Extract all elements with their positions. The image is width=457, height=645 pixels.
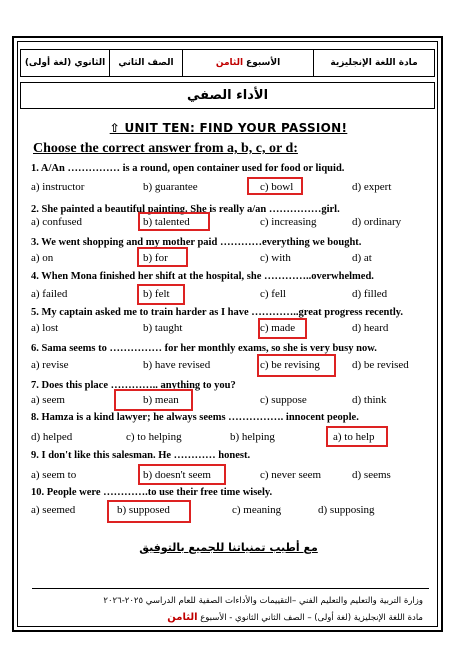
correct-answer-highlight bbox=[258, 318, 307, 339]
performance-title: الأداء الصفي bbox=[20, 82, 435, 109]
answer-option[interactable]: b) guarantee bbox=[143, 181, 198, 193]
answer-option[interactable]: c) to helping bbox=[126, 431, 182, 443]
answer-option[interactable]: a) on bbox=[31, 252, 54, 264]
answer-option[interactable]: a) seem to bbox=[31, 469, 77, 481]
grade-level-cell bbox=[21, 50, 109, 76]
footer-line-1: وزارة التربية والتعليم والتعليم الفني –التقييمات والأداءات الصفية للعام الدراسي ٢٠٢٥-٢٠٢٦ bbox=[103, 596, 423, 606]
correct-answer-highlight bbox=[138, 464, 226, 485]
answer-option[interactable]: b) helping bbox=[230, 431, 275, 443]
footer-line-2 bbox=[167, 612, 423, 623]
answer-option[interactable]: d) at bbox=[352, 252, 372, 264]
footer-divider bbox=[32, 588, 429, 589]
footer-week: الثامن bbox=[167, 612, 198, 623]
correct-answer-highlight bbox=[137, 284, 185, 305]
answer-option[interactable]: d) supposing bbox=[318, 504, 375, 516]
answer-option[interactable]: d) filled bbox=[352, 288, 388, 300]
unit-title bbox=[0, 121, 457, 135]
answer-option[interactable]: c) fell bbox=[260, 288, 286, 300]
question-text: 5. My captain asked me to train harder as I have …………..great progress recently. bbox=[31, 307, 404, 318]
closing-wish: مع أطيب تمنياتنا للجميع بالتوفيق bbox=[139, 541, 318, 554]
grade-label: الصف الثاني bbox=[118, 58, 174, 68]
answer-option[interactable]: b) have revised bbox=[143, 359, 211, 371]
answer-option[interactable]: d) think bbox=[352, 394, 387, 406]
answer-option[interactable]: d) helped bbox=[31, 431, 73, 443]
subject-label: مادة اللغة الإنجليزية bbox=[330, 58, 418, 68]
answer-option[interactable]: d) expert bbox=[352, 181, 392, 193]
correct-answer-highlight bbox=[257, 354, 336, 377]
answer-option[interactable]: b) doesn't seem bbox=[143, 469, 211, 481]
answer-option[interactable]: a) confused bbox=[31, 216, 83, 228]
instructions: Choose the correct answer from a, b, c, or d: bbox=[33, 141, 298, 156]
grade-level-label: الثانوي (لغة أولى) bbox=[24, 58, 106, 68]
answer-option[interactable]: a) seemed bbox=[31, 504, 76, 516]
question-text: 4. When Mona finished her shift at the hospital, she …………..overwhelmed. bbox=[31, 271, 374, 282]
correct-answer-highlight bbox=[137, 247, 188, 267]
answer-option[interactable]: a) failed bbox=[31, 288, 68, 300]
answer-option[interactable]: d) ordinary bbox=[352, 216, 402, 228]
answer-option[interactable]: d) heard bbox=[352, 322, 389, 334]
grade-cell bbox=[109, 50, 182, 76]
answer-option[interactable]: d) seems bbox=[352, 469, 391, 481]
correct-answer-highlight bbox=[138, 212, 210, 231]
correct-answer-highlight bbox=[326, 426, 388, 447]
week-label: الأسبوع bbox=[246, 58, 281, 68]
answer-option[interactable]: c) never seem bbox=[260, 469, 322, 481]
question-text: 9. I don't like this salesman. He ………… honest. bbox=[31, 450, 251, 461]
answer-option[interactable]: a) lost bbox=[31, 322, 59, 334]
answer-option[interactable]: c) suppose bbox=[260, 394, 307, 406]
subject-cell bbox=[313, 50, 434, 76]
answer-option[interactable]: b) mean bbox=[143, 394, 179, 406]
question-text: 10. People were ………….to use their free time wisely. bbox=[31, 487, 273, 498]
answer-option[interactable]: d) be revised bbox=[352, 359, 409, 371]
week-value: الثامن bbox=[215, 58, 244, 68]
footer-line-2-text: مادة اللغة الإنجليزية (لغة أولى) – الصف الثاني الثانوي - الأسبوع bbox=[200, 613, 423, 623]
correct-answer-highlight bbox=[247, 177, 303, 195]
correct-answer-highlight bbox=[114, 389, 193, 411]
question-text: 1. A/An …………… is a round, open container used for food or liquid. bbox=[31, 163, 345, 174]
answer-option[interactable]: c) be revising bbox=[260, 359, 320, 371]
question-text: 2. She painted a beautiful painting. She is really a/an ……………girl. bbox=[31, 204, 340, 215]
answer-option[interactable]: b) for bbox=[143, 252, 168, 264]
answer-option[interactable]: c) meaning bbox=[232, 504, 282, 516]
answer-option[interactable]: c) bowl bbox=[260, 181, 294, 193]
header-table bbox=[20, 49, 435, 77]
answer-option[interactable]: a) revise bbox=[31, 359, 69, 371]
answer-option[interactable]: a) instructor bbox=[31, 181, 85, 193]
answer-option[interactable]: c) made bbox=[260, 322, 296, 334]
question-text: 6. Sama seems to …………… for her monthly exams, so she is very busy now. bbox=[31, 343, 377, 354]
week-cell bbox=[182, 50, 313, 76]
answer-option[interactable]: b) felt bbox=[143, 288, 170, 300]
answer-option[interactable]: c) with bbox=[260, 252, 291, 264]
question-text: 7. Does this place ………….. anything to you? bbox=[31, 380, 236, 391]
answer-option[interactable]: a) to help bbox=[333, 431, 375, 443]
answer-option[interactable]: b) supposed bbox=[117, 504, 170, 516]
correct-answer-highlight bbox=[107, 500, 191, 523]
answer-option[interactable]: a) seem bbox=[31, 394, 65, 406]
answer-option[interactable]: c) increasing bbox=[260, 216, 317, 228]
unit-title-text: ⇧ UNIT TEN: FIND YOUR PASSION! bbox=[109, 121, 348, 135]
answer-option[interactable]: b) taught bbox=[143, 322, 183, 334]
question-text: 3. We went shopping and my mother paid …………everything we bought. bbox=[31, 237, 362, 248]
question-text: 8. Hamza is a kind lawyer; he always seems ……………. innocent people. bbox=[31, 412, 359, 423]
answer-option[interactable]: b) talented bbox=[143, 216, 190, 228]
